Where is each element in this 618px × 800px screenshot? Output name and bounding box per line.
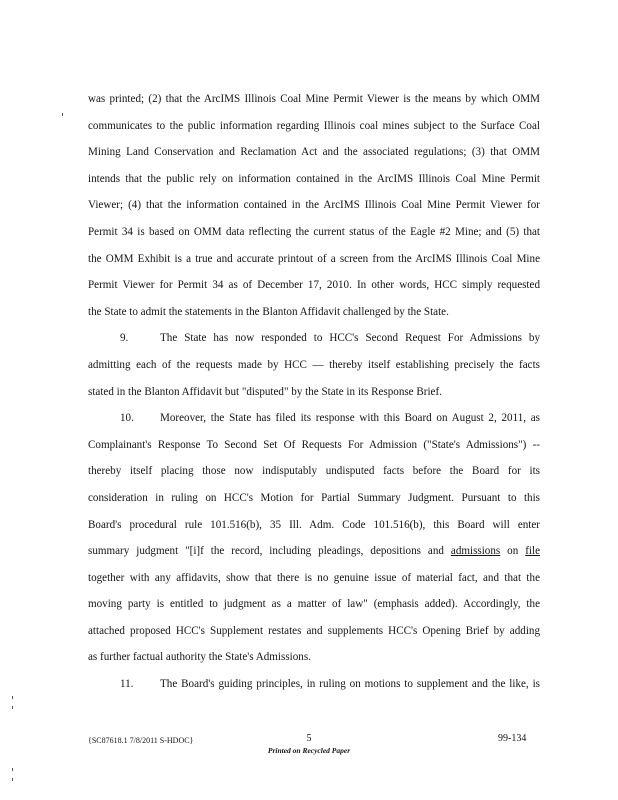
text-line: the OMM Exhibit is a true and accurate printout of a screen from the ArcIMS Illinois Coal Mine (88, 252, 540, 265)
footer-doc-id: {SC87618.1 7/8/2011 S-HDOC} (88, 736, 194, 745)
text-line: Viewer; (4) that the information contained in the ArcIMS Illinois Coal Mine Permit Viewer for (88, 199, 540, 212)
text-line: communicates to the public information regarding Illinois coal mines subject to the Surface Coal (88, 119, 540, 132)
text-line: intends that the public rely on information contained in the ArcIMS Illinois Coal Mine Permit (88, 172, 540, 185)
footer-printed-note: Printed on Recycled Paper (267, 746, 351, 755)
text-line: was printed; (2) that the ArcIMS Illinois Coal Mine Permit Viewer is the means by which OMM (88, 93, 540, 105)
paragraph-number: 9. (120, 332, 129, 345)
text-line: as further factual authority the State's Admissions. (88, 651, 311, 664)
text-line: the State to admit the statements in the Blanton Affidavit challenged by the State. (88, 305, 449, 318)
scan-speck (62, 113, 63, 116)
paragraph-10-first-line (88, 405, 540, 432)
text-line: together with any affidavits, show that there is no genuine issue of material fact, and that the (88, 571, 540, 584)
footer-case-number: 99-134 (498, 733, 527, 744)
paragraph-number: 11. (120, 678, 134, 691)
text-line: Permit Viewer for Permit 34 as of December 17, 2010. In other words, HCC simply requested (88, 279, 540, 292)
text-line: Complainant's Response To Second Set Of Requests For Admission ("State's Admissions") -- (88, 438, 540, 451)
scan-speck (12, 706, 13, 709)
scan-speck (12, 768, 13, 771)
text-line: consideration in ruling on HCC's Motion for Partial Summary Judgment. Pursuant to this (88, 491, 540, 504)
text-segment: on (500, 545, 526, 558)
paragraph-9-first-line (88, 325, 540, 352)
footer-page-number: 5 (306, 733, 312, 744)
text-line: Board's procedural rule 101.516(b), 35 Ill. Adm. Code 101.516(b), this Board will enter (88, 518, 540, 531)
paragraph-text: The Board's guiding principles, in ruling on motions to supplement and the like, is (160, 678, 540, 691)
scan-speck (12, 778, 13, 781)
paragraph-text: The State has now responded to HCC's Second Request For Admissions by (160, 332, 540, 345)
paragraph-number: 10. (120, 412, 134, 425)
emphasis-admissions: admissions (450, 545, 501, 558)
text-line: attached proposed HCC's Supplement restates and supplements HCC's Opening Brief by adding (88, 624, 540, 637)
text-segment: summary judgment "[i]f the record, including pleadings, depositions and (88, 545, 451, 558)
emphasis-file: file (525, 545, 541, 558)
paragraph-text: Moreover, the State has filed its response with this Board on August 2, 2011, as (160, 412, 540, 425)
text-line: moving party is entitled to judgment as a matter of law" (emphasis added). Accordingly, the (88, 598, 540, 611)
text-line-with-emphasis (88, 538, 540, 565)
text-line: stated in the Blanton Affidavit but "disputed" by the State in its Response Brief. (88, 385, 442, 398)
text-line: thereby itself placing those now indisputably undisputed facts before the Board for its (88, 465, 540, 478)
paragraph-11-first-line (88, 671, 540, 698)
document-body (88, 86, 540, 698)
text-line: Mining Land Conservation and Reclamation Act and the associated regulations; (3) that OMM (88, 146, 540, 159)
text-line: Permit 34 is based on OMM data reflecting the current status of the Eagle #2 Mine; and (5) that (88, 225, 540, 238)
scan-speck (12, 696, 13, 699)
text-line: admitting each of the requests made by HCC — thereby itself establishing precisely the facts (88, 358, 540, 371)
